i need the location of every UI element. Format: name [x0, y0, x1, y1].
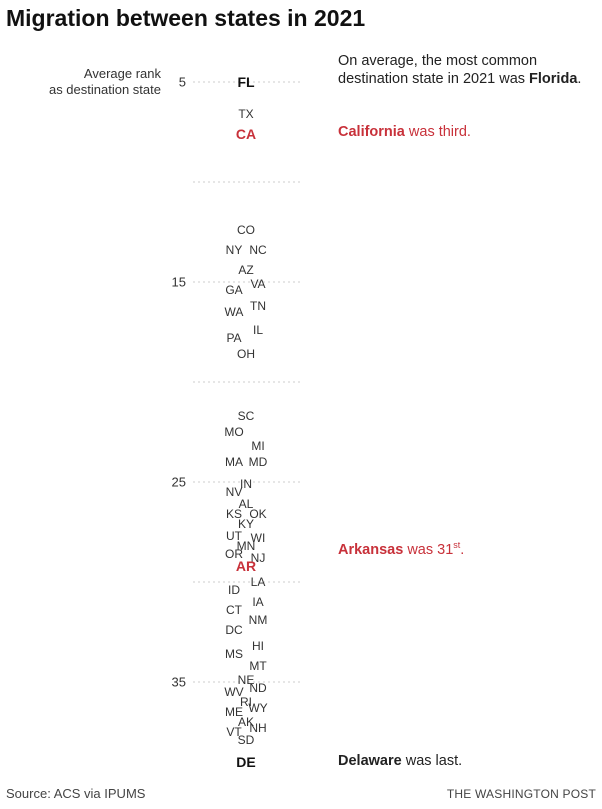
- y-tick-25: 25: [171, 474, 186, 490]
- state-label-va: VA: [250, 277, 266, 291]
- state-label-nj: NJ: [250, 551, 266, 565]
- state-label-mt: MT: [249, 659, 267, 673]
- state-label-ia: IA: [252, 595, 264, 609]
- gridlines: [193, 82, 303, 682]
- state-label-ca: CA: [235, 126, 257, 142]
- state-label-nv: NV: [225, 485, 243, 499]
- annotation-florida: [338, 52, 602, 88]
- annotation-arkansas-bold: Arkansas: [338, 541, 404, 558]
- state-label-dc: DC: [225, 623, 243, 637]
- state-label-nm: NM: [248, 613, 268, 627]
- state-label-mo: MO: [224, 425, 244, 439]
- state-label-co: CO: [237, 223, 255, 237]
- state-label-hi: HI: [252, 639, 264, 653]
- annotation-florida-bold: Florida: [529, 71, 578, 87]
- state-label-nc: NC: [249, 243, 267, 257]
- state-label-md: MD: [248, 455, 268, 469]
- y-tick-15: 15: [171, 274, 186, 290]
- state-label-fl: FL: [237, 74, 255, 90]
- state-label-ms: MS: [225, 647, 243, 661]
- state-label-de: DE: [236, 754, 256, 770]
- state-label-il: IL: [252, 323, 264, 337]
- state-label-ar: AR: [235, 558, 257, 574]
- annotation-arkansas-sup: st: [453, 540, 461, 550]
- annotation-arkansas-text: was 31: [403, 541, 454, 558]
- state-label-ct: CT: [226, 603, 242, 617]
- annotation-florida-text: On average, the most common destination state in 2021 was: [338, 53, 538, 87]
- state-label-ut: UT: [226, 529, 242, 543]
- y-axis-label-line1: Average rank: [83, 66, 161, 81]
- state-label-or: OR: [225, 547, 243, 561]
- state-labels: [224, 74, 267, 770]
- state-label-me: ME: [225, 705, 243, 719]
- annotation-arkansas-end: .: [460, 541, 465, 558]
- state-label-mn: MN: [236, 539, 256, 553]
- annotation-california-bold: California: [338, 124, 405, 140]
- annotation-california: [338, 123, 471, 141]
- state-label-vt: VT: [226, 725, 242, 739]
- state-label-tx: TX: [238, 107, 254, 121]
- state-label-nd: ND: [249, 681, 267, 695]
- y-ticks: [172, 75, 186, 690]
- publisher-credit: THE WASHINGTON POST: [446, 787, 596, 801]
- state-label-ak: AK: [237, 715, 255, 729]
- state-label-pa: PA: [226, 331, 242, 345]
- state-label-sc: SC: [237, 409, 255, 423]
- annotation-delaware: [338, 752, 462, 770]
- state-label-tn: TN: [250, 299, 266, 313]
- state-label-ma: MA: [225, 455, 243, 469]
- y-axis-label-line2: as destination state: [48, 82, 161, 97]
- y-tick-5: 5: [178, 74, 186, 90]
- state-label-ne: NE: [237, 673, 255, 687]
- state-label-ny: NY: [225, 243, 243, 257]
- state-label-ks: KS: [225, 507, 243, 521]
- state-label-wy: WY: [248, 701, 268, 715]
- state-label-wa: WA: [224, 305, 244, 319]
- state-label-ri: RI: [240, 695, 252, 709]
- annotation-florida-end: .: [577, 71, 582, 87]
- state-label-in: IN: [240, 477, 252, 491]
- state-label-oh: OH: [237, 347, 255, 361]
- state-label-ga: GA: [225, 283, 243, 297]
- y-tick-35: 35: [171, 674, 186, 690]
- state-label-al: AL: [238, 497, 254, 511]
- state-label-wv: WV: [224, 685, 244, 699]
- state-label-id: ID: [228, 583, 240, 597]
- state-label-az: AZ: [238, 263, 254, 277]
- source-note: Source: ACS via IPUMS: [6, 786, 146, 801]
- chart-title: Migration between states in 2021: [6, 5, 366, 31]
- state-label-wi: WI: [250, 531, 266, 545]
- state-label-ky: KY: [237, 517, 255, 531]
- state-label-mi: MI: [251, 439, 265, 453]
- state-label-sd: SD: [237, 733, 255, 747]
- annotation-california-text: was third.: [404, 124, 471, 140]
- state-label-nh: NH: [249, 721, 267, 735]
- annotation-delaware-text: was last.: [401, 753, 463, 769]
- annotation-arkansas: [338, 536, 464, 559]
- state-label-la: LA: [250, 575, 266, 589]
- state-label-ok: OK: [249, 507, 267, 521]
- annotation-delaware-bold: Delaware: [338, 753, 402, 769]
